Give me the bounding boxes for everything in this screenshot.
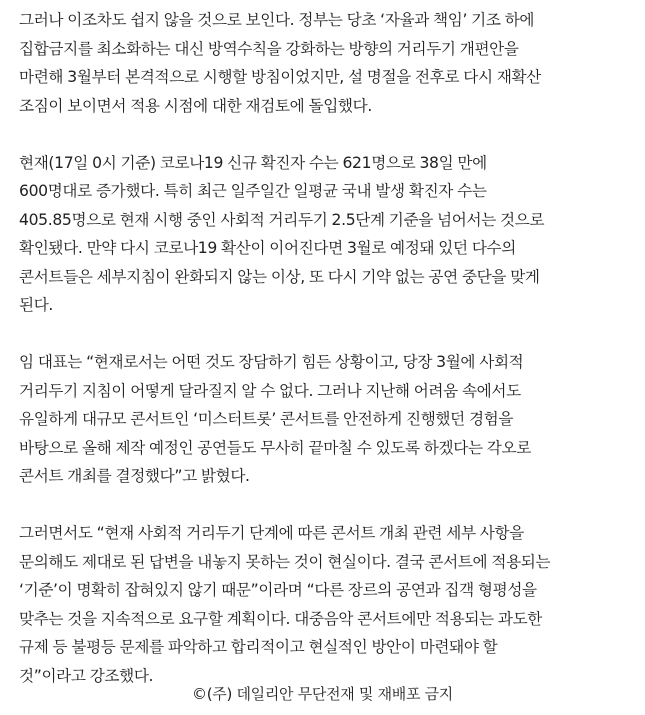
paragraph-line: 맞추는 것을 지속적으로 요구할 계획이다. 대중음악 콘서트에만 적용되는 과도한 — [19, 609, 543, 628]
paragraph-line: 600명대로 증가했다. 특히 최근 일주일간 일평균 국내 발생 확진자 수는 — [19, 182, 487, 200]
paragraph-line: 유일하게 대규모 콘서트인 ‘미스터트롯’ 콘서트를 안전하게 진행했던 경험을 — [19, 410, 514, 428]
paragraph-line: 문의해도 제대로 된 답변을 내놓지 못하는 것이 현실이다. 결국 콘서트에 적용되는 — [19, 552, 551, 571]
paragraph-spacer — [19, 120, 627, 149]
paragraph-line: 그러면서도 “현재 사회적 거리두기 단계에 따른 콘서트 개최 관련 세부 사항을 — [19, 524, 524, 542]
paragraph-line: 그러나 이조차도 쉽지 않을 것으로 보인다. 정부는 당초 ‘자율과 책임’ 기조 하에 — [19, 11, 535, 29]
paragraph-line: 바탕으로 올해 제작 예정인 공연들도 무사히 끝마칠 수 있도록 하겠다는 각오로 — [19, 438, 531, 457]
paragraph-line: 집합금지를 최소화하는 대신 방역수칙을 강화하는 방향의 거리두기 개편안을 — [19, 39, 519, 58]
paragraph-line: 된다. — [19, 296, 54, 314]
paragraph-line: 확인됐다. 만약 다시 코로나19 확산이 이어진다면 3월로 예정돼 있던 다수의 — [19, 239, 516, 257]
paragraph-line: 마련해 3월부터 본격적으로 시행할 방침이었지만, 설 명절을 전후로 다시 재확산 — [19, 68, 541, 86]
paragraph-line: 콘서트들은 세부지침이 완화되지 않는 이상, 또 다시 기약 없는 공연 중단을 맞게 — [19, 267, 540, 286]
article-paragraph-2 — [19, 149, 627, 320]
copyright-notice: ©(주) 데일리안 무단전재 및 재배포 금지 — [192, 685, 453, 703]
paragraph-line: 거리두기 지침이 어떻게 달라질지 알 수 없다. 그러나 지난해 어려움 속에서도 — [19, 381, 521, 400]
paragraph-spacer — [19, 320, 627, 349]
paragraph-line: 임 대표는 “현재로서는 어떤 것도 장담하기 힘든 상황이고, 당장 3월에 사회적 — [19, 353, 524, 371]
paragraph-line: 현재(17일 0시 기준) 코로나19 신규 확진자 수는 621명으로 38일 만에 — [19, 153, 487, 172]
article-paragraph-3 — [19, 348, 627, 491]
paragraph-spacer — [19, 491, 627, 520]
paragraph-line: 콘서트 개최를 결정했다”고 밝혔다. — [19, 467, 250, 485]
article-paragraph-1 — [19, 6, 627, 120]
paragraph-line: ‘기준’이 명확히 잡혀있지 않기 때문”이라며 “다른 장르의 공연과 집객 형평성을 — [19, 581, 537, 599]
paragraph-line: 규제 등 불평등 문제를 파악하고 합리적이고 현실적인 방안이 마련돼야 할 — [19, 638, 498, 656]
paragraph-line: 405.85명으로 현재 시행 중인 사회적 거리두기 2.5단계 기준을 넘어서는 것으로 — [19, 210, 545, 229]
paragraph-line: 것”이라고 강조했다. — [19, 666, 154, 685]
article-paragraph-4 — [19, 519, 627, 690]
paragraph-line: 조짐이 보이면서 적용 시점에 대한 재검토에 돌입했다. — [19, 96, 372, 115]
